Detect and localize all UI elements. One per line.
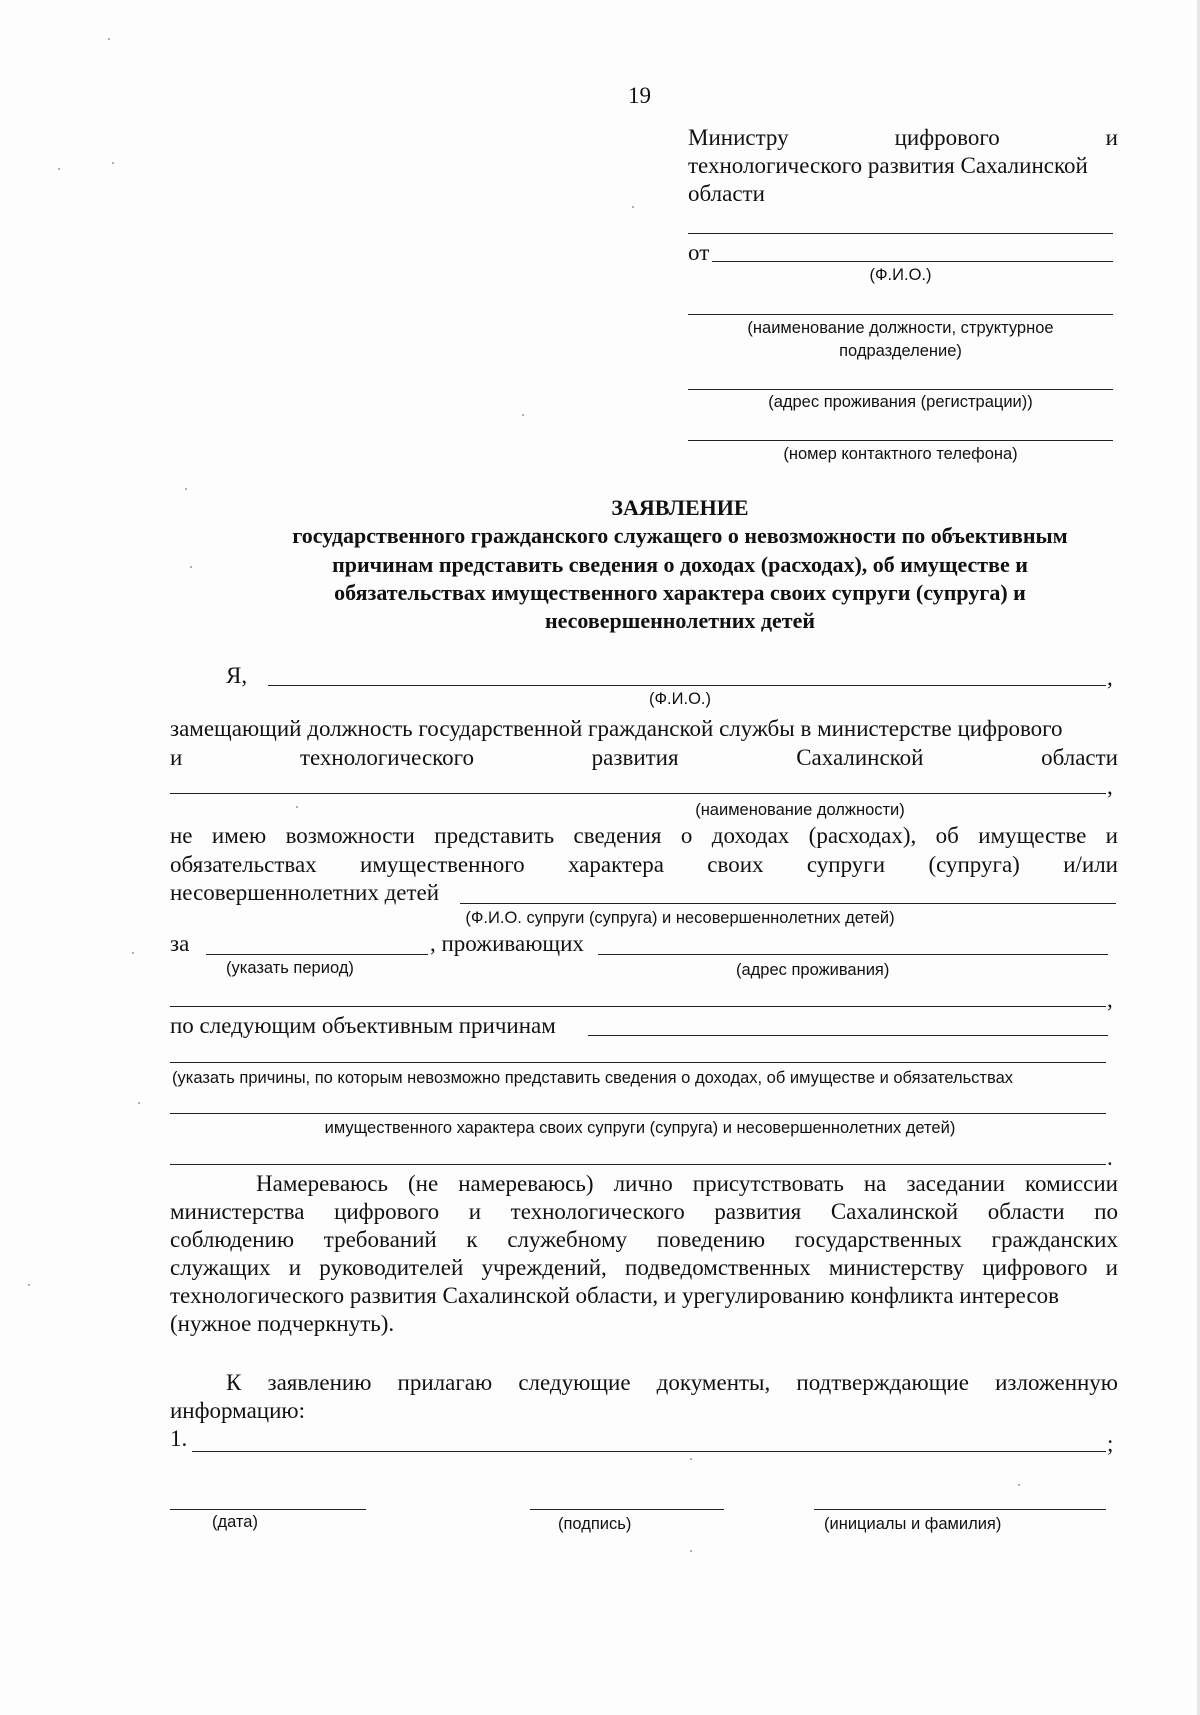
- reasons-caption-2: имущественного характера своих супруги (супруга) и несовершеннолетних детей): [324, 1119, 956, 1137]
- phone-line: [688, 440, 1113, 441]
- position-caption-2: подразделение): [839, 342, 962, 360]
- intent-line-3: соблюдению требований к служебному поведению государственных гражданских: [170, 1227, 1118, 1252]
- phone-caption: (номер контактного телефона): [783, 445, 1018, 463]
- addressee-line-1: Министру цифрового и: [688, 125, 1118, 150]
- name-line: [814, 1509, 1106, 1510]
- position-text-1: замещающий должность государственной гражданской службы в министерстве цифрового: [170, 716, 1063, 741]
- signature-caption: (подпись): [558, 1515, 632, 1533]
- document-subtitle-4: несовершеннолетних детей: [544, 608, 816, 633]
- statement-line-1: не имею возможности представить сведения о доходах (расходах), об имуществе и: [170, 823, 1118, 848]
- ya-label: Я,: [226, 663, 248, 688]
- addressee-line-2: технологического развития Сахалинской: [688, 153, 1088, 178]
- addressee-line-3: области: [688, 181, 765, 206]
- family-names-caption: (Ф.И.О. супруги (супруга) и несовершеннолетних детей): [465, 909, 895, 927]
- position-comma: ,: [1107, 774, 1113, 799]
- reasons-period: .: [1107, 1145, 1113, 1170]
- attach-semicolon: ;: [1107, 1431, 1114, 1456]
- intent-line-1: Намереваюсь (не намереваюсь) лично присутствовать на заседании комиссии: [256, 1171, 1118, 1196]
- document-subtitle-3: обязательствах имущественного характера своих супруги (супруга) и: [334, 580, 1026, 605]
- position-text-2: и технологического развития Сахалинской области: [170, 745, 1118, 770]
- attach-line-2: информацию:: [170, 1398, 305, 1423]
- attach-line-1: К заявлению прилагаю следующие документы, подтверждающие изложенную: [226, 1370, 1118, 1395]
- reasons-caption-1: (указать причины, по которым невозможно представить сведения о доходах, об имуществе и обязательствах: [172, 1069, 1014, 1087]
- position-caption-1: (наименование должности, структурное: [747, 319, 1054, 337]
- attach-item-line: [192, 1451, 1106, 1452]
- intent-line-5: технологического развития Сахалинской области, и урегулированию конфликта интересов: [170, 1283, 1060, 1308]
- za-label: за: [170, 931, 190, 956]
- fio-caption: (Ф.И.О.): [649, 690, 711, 708]
- period-caption: (указать период): [226, 959, 354, 977]
- name-caption: (инициалы и фамилия): [824, 1515, 1002, 1533]
- fio-line: [268, 685, 1106, 686]
- position-blank-line: [170, 793, 1106, 794]
- position-title-caption: (наименование должности): [695, 801, 905, 819]
- date-caption: (дата): [212, 1513, 258, 1531]
- from-fio-line: [712, 261, 1113, 262]
- reasons-line-2: [170, 1062, 1106, 1063]
- period-line: [206, 954, 428, 955]
- living-address-caption: (адрес проживания): [736, 961, 890, 979]
- statement-line-3: несовершеннолетних детей: [170, 880, 440, 905]
- document-subtitle-1: государственного гражданского служащего о невозможности по объективным: [292, 523, 1068, 548]
- intent-line-6: (нужное подчеркнуть).: [170, 1311, 395, 1336]
- addressee-blank-line: [688, 233, 1113, 234]
- document-title: ЗАЯВЛЕНИЕ: [611, 495, 749, 520]
- address-comma: ,: [1107, 987, 1113, 1012]
- position-line: [688, 314, 1113, 315]
- signature-line: [530, 1509, 724, 1510]
- address-line: [688, 389, 1113, 390]
- statement-line-2: обязательствах имущественного характера своих супруги (супруга) и/или: [170, 852, 1118, 877]
- reasons-line-4: [170, 1164, 1106, 1165]
- living-label: , проживающих: [430, 931, 584, 956]
- from-fio-caption: (Ф.И.О.): [869, 266, 932, 284]
- living-address-line: [598, 954, 1108, 955]
- reasons-line-3: [170, 1113, 1106, 1114]
- attach-item-number: 1.: [170, 1426, 188, 1451]
- page-number: 19: [628, 83, 651, 108]
- reasons-line-1: [588, 1035, 1108, 1036]
- reasons-label: по следующим объективным причинам: [170, 1013, 556, 1038]
- document-subtitle-2: причинам представить сведения о доходах (расходах), об имуществе и: [332, 552, 1028, 577]
- from-label: от: [688, 240, 710, 265]
- family-names-line: [460, 903, 1116, 904]
- intent-line-2: министерства цифрового и технологического развития Сахалинской области по: [170, 1199, 1118, 1224]
- address-continuation-line: [170, 1006, 1106, 1007]
- date-line: [170, 1509, 366, 1510]
- intent-line-4: служащих и руководителей учреждений, подведомственных министерству цифрового и: [170, 1255, 1118, 1280]
- address-caption: (адрес проживания (регистрации)): [768, 393, 1033, 411]
- fio-comma: ,: [1107, 665, 1113, 690]
